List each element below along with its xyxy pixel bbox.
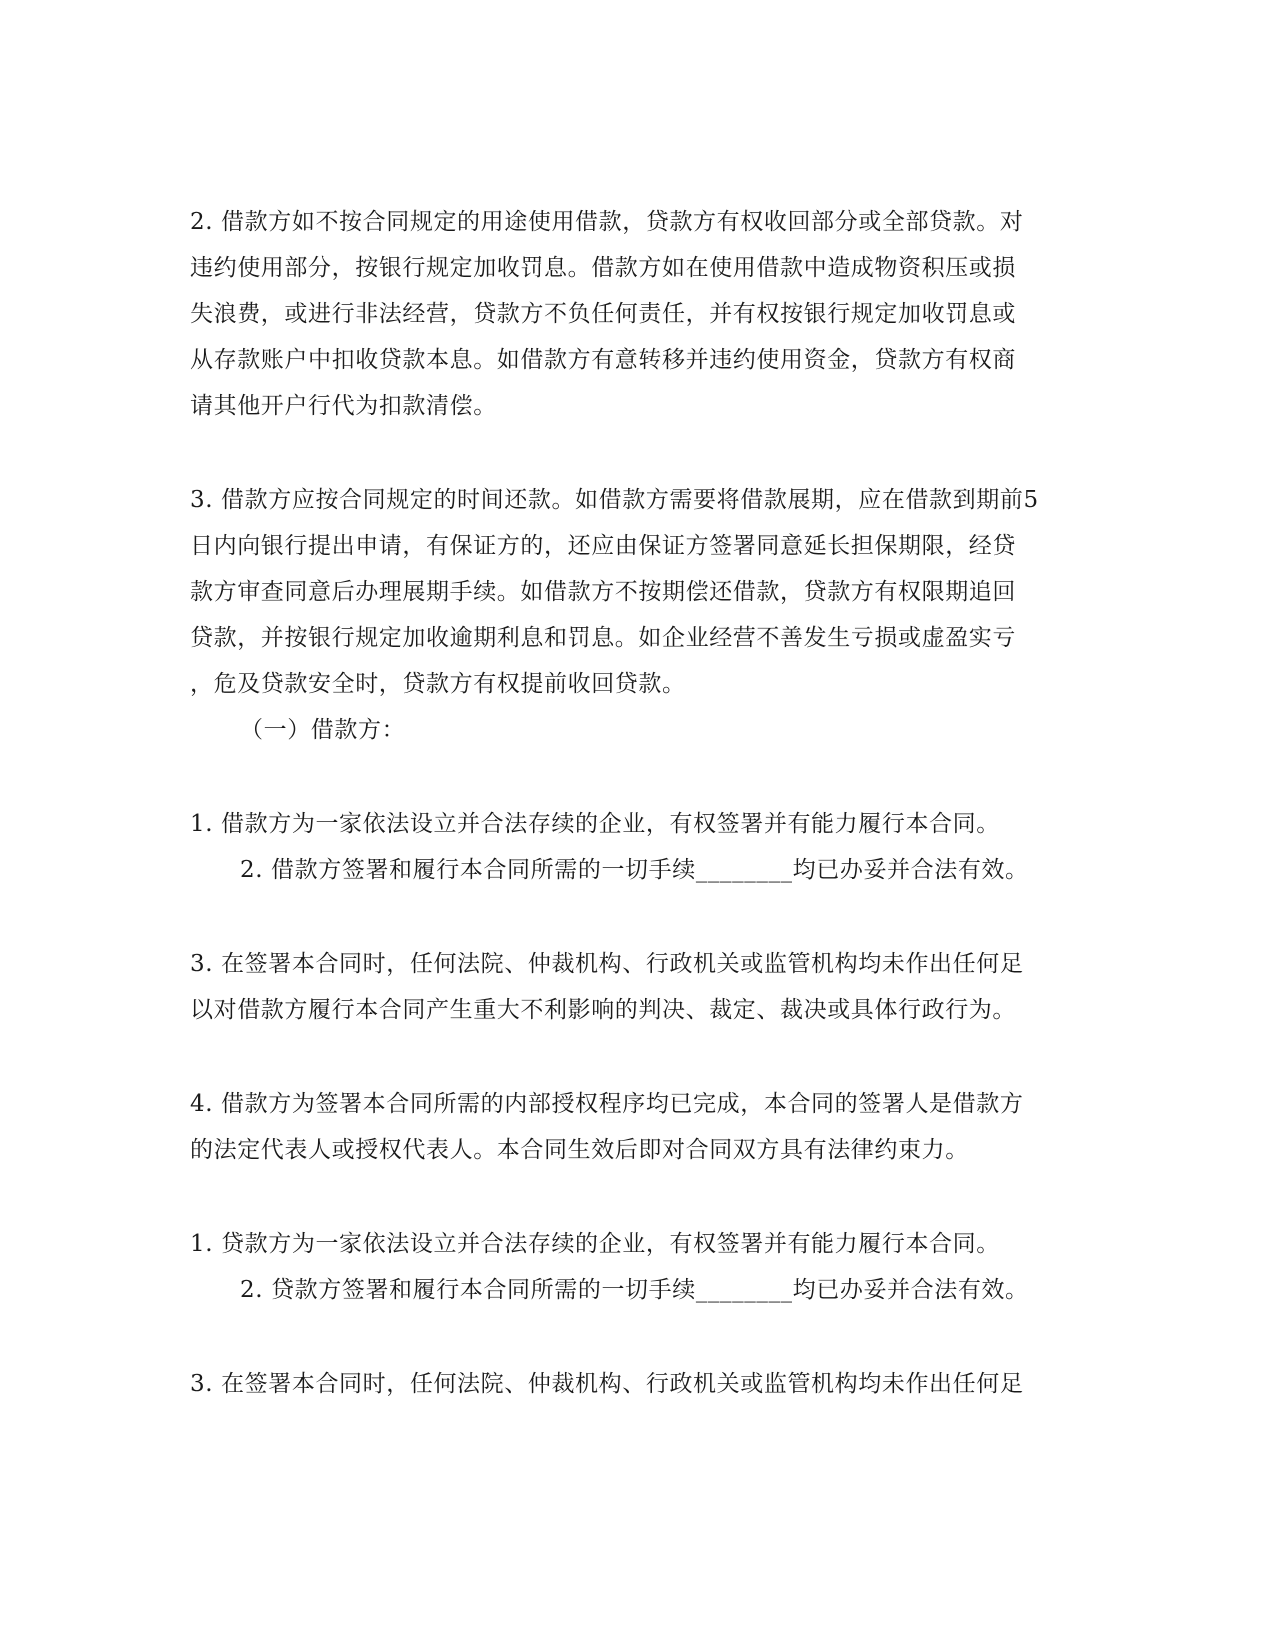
clause-2-line-1: 2. 借款方如不按合同规定的用途使用借款，贷款方有权收回部分或全部贷款。对 [190,209,1024,235]
section-heading-borrower: （一）借款方： [240,717,406,743]
borrower-item-2: 2. 借款方签署和履行本合同所需的一切手续________均已办妥并合法有效。 [240,857,1029,883]
clause-3-line-4: 贷款，并按银行规定加收逾期利息和罚息。如企业经营不善发生亏损或虚盈实亏 [190,625,1016,651]
lender-item-2: 2. 贷款方签署和履行本合同所需的一切手续________均已办妥并合法有效。 [240,1277,1029,1303]
borrower-item-1: 1. 借款方为一家依法设立并合法存续的企业，有权签署并有能力履行本合同。 [190,811,1000,837]
borrower-item-3-line-2: 以对借款方履行本合同产生重大不利影响的判决、裁定、裁决或具体行政行为。 [190,997,1016,1023]
borrower-item-4-line-1: 4. 借款方为签署本合同所需的内部授权程序均已完成，本合同的签署人是借款方 [190,1091,1024,1117]
borrower-item-4-line-2: 的法定代表人或授权代表人。本合同生效后即对合同双方具有法律约束力。 [190,1137,969,1163]
clause-2-line-2: 违约使用部分，按银行规定加收罚息。借款方如在使用借款中造成物资积压或损 [190,255,1016,281]
clause-2-line-5: 请其他开户行代为扣款清偿。 [190,393,497,419]
clause-3-line-5: ，危及贷款安全时，贷款方有权提前收回贷款。 [190,671,686,697]
clause-3-line-2: 日内向银行提出申请，有保证方的，还应由保证方签署同意延长担保期限，经贷 [190,533,1016,559]
borrower-item-3-line-1: 3. 在签署本合同时，任何法院、仲裁机构、行政机关或监管机构均未作出任何足 [190,951,1024,977]
clause-2-line-4: 从存款账户中扣收贷款本息。如借款方有意转移并违约使用资金，贷款方有权商 [190,347,1016,373]
lender-item-3-line-1: 3. 在签署本合同时，任何法院、仲裁机构、行政机关或监管机构均未作出任何足 [190,1371,1024,1397]
clause-2-line-3: 失浪费，或进行非法经营，贷款方不负任何责任，并有权按银行规定加收罚息或 [190,301,1016,327]
clause-3-line-3: 款方审查同意后办理展期手续。如借款方不按期偿还借款，贷款方有权限期追回 [190,579,1016,605]
clause-3-line-1: 3. 借款方应按合同规定的时间还款。如借款方需要将借款展期，应在借款到期前5 [190,487,1039,513]
lender-item-1: 1. 贷款方为一家依法设立并合法存续的企业，有权签署并有能力履行本合同。 [190,1231,1000,1257]
